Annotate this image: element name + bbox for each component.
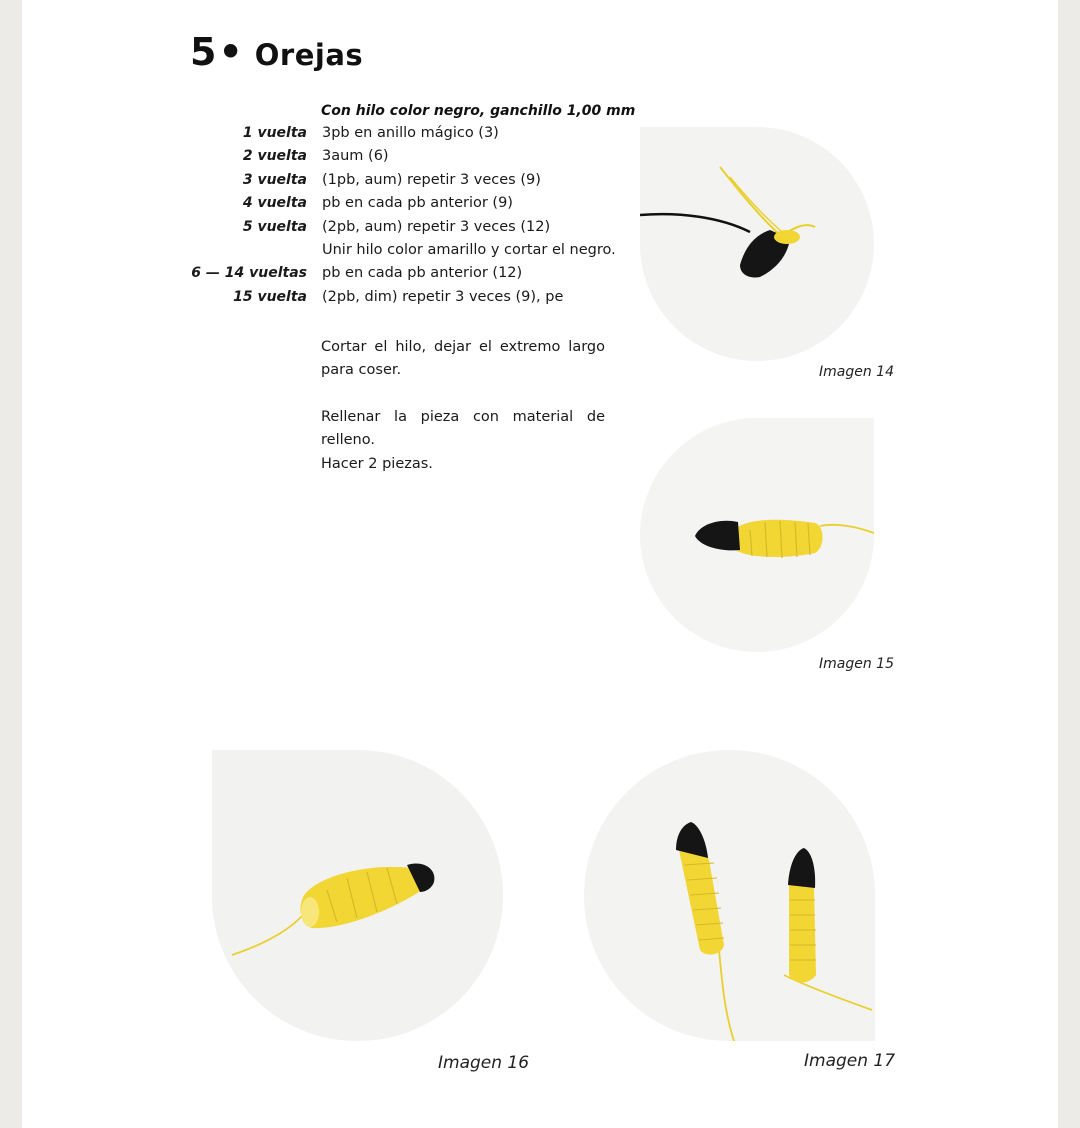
- photo-14-illustration: [640, 127, 874, 361]
- document-page: [22, 0, 1058, 1128]
- section-title-text: Orejas: [254, 38, 364, 72]
- round-text: pb en cada pb anterior (12): [322, 265, 523, 282]
- section-dot: •: [218, 30, 243, 74]
- photo-17-illustration: [584, 750, 875, 1041]
- round-label: 4 vuelta: [242, 195, 307, 212]
- round-text: Unir hilo color amarillo y cortar el negro.: [322, 241, 616, 258]
- round-text: (1pb, aum) repetir 3 veces (9): [322, 171, 541, 188]
- photo-image-16: [212, 750, 503, 1041]
- round-label: 1 vuelta: [242, 125, 307, 141]
- note-make-two: Hacer 2 piezas.: [321, 456, 433, 472]
- caption-image-15: Imagen 15: [819, 656, 894, 672]
- caption-image-17: Imagen 17: [804, 1051, 896, 1071]
- round-label: 6 — 14 vueltas: [191, 265, 307, 282]
- note-cut-yarn: Cortar el hilo, dejar el extremo largo para coser.: [321, 339, 605, 378]
- round-label: 5 vuelta: [242, 218, 307, 235]
- round-text: (2pb, aum) repetir 3 veces (12): [322, 218, 551, 235]
- round-text: (2pb, dim) repetir 3 veces (9), pe: [322, 288, 564, 305]
- round-text: pb en cada pb anterior (9): [322, 195, 513, 212]
- photo-image-17: [584, 750, 875, 1041]
- caption-image-16: Imagen 16: [438, 1053, 530, 1073]
- photo-image-15: [640, 418, 874, 652]
- round-label: 15 vuelta: [233, 288, 307, 305]
- round-text: 3aum (6): [322, 148, 389, 165]
- photo-image-14: [640, 127, 874, 361]
- instructions-heading: Con hilo color negro, ganchillo 1,00 mm: [321, 103, 636, 119]
- caption-image-14: Imagen 14: [819, 364, 894, 380]
- section-title: [190, 30, 363, 74]
- round-label: 2 vuelta: [242, 148, 307, 165]
- photo-16-illustration: [212, 750, 503, 1041]
- round-text: 3pb en anillo mágico (3): [322, 125, 499, 141]
- note-stuffing: Rellenar la pieza con material de relleno.: [321, 409, 605, 448]
- photo-15-illustration: [640, 418, 874, 652]
- round-label: 3 vuelta: [242, 171, 307, 188]
- section-number: 5: [190, 30, 217, 74]
